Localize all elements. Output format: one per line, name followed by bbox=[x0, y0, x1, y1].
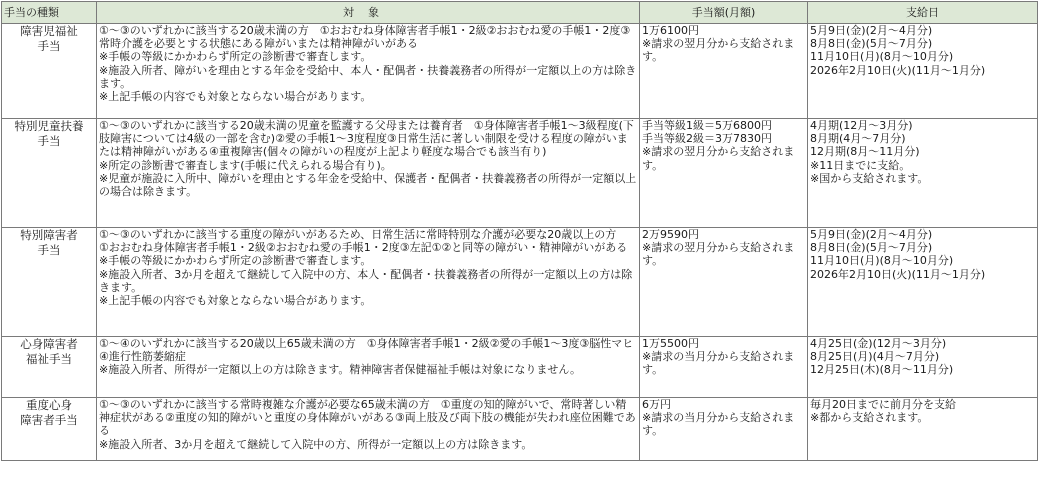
allowance-type-cell bbox=[2, 119, 97, 228]
allowance-table bbox=[1, 1, 1038, 461]
target-text: ①～③のいずれかに該当する20歳未満の方 ①おおむね身体障害者手帳1・2級②おおむね愛の手帳1・2度③常時介護を必要とする状態にある障がいまたは精神障がいがある ※手帳の等級にかかわらず所定の診断書で審査します。 ※施設入所者、障がいを理由とする年金を受給中、本人・配偶者・扶養義務者の所得が一定額以上の方は除きます。 ※上記手帳の内容でも対象とならない場合があります。 bbox=[97, 24, 640, 119]
amount-text: 1万6100円 ※請求の翌月分から支給されます。 bbox=[640, 24, 808, 119]
target-text: ①～③のいずれかに該当する常時複雑な介護が必要な65歳未満の方 ①重度の知的障がいで、常時著しい精神症状がある②重度の知的障がいと重度の身体障がいがある③両上肢及び両下肢の機能が失われ座位困難である ※施設入所者、3か月を超えて継続して入院中の方、所得が一定額以上の方は除きます。 bbox=[97, 398, 640, 461]
header-pay-day: 支給日 bbox=[808, 2, 1038, 24]
table-row bbox=[2, 337, 1038, 398]
target-text: ①～④のいずれかに該当する20歳以上65歳未満の方 ①身体障害者手帳1・2級②愛の手帳1～3度③脳性マヒ④進行性筋萎縮症 ※施設入所者、所得が一定額以上の方は除きます。精神障害者保健福祉手帳は対象になりません。 bbox=[97, 337, 640, 398]
amount-text: 手当等級1級＝5万6800円 手当等級2級＝3万7830円 ※請求の翌月分から支給されます。 bbox=[640, 119, 808, 228]
allowance-type-line: 障害児福祉 bbox=[20, 24, 78, 38]
allowance-type-line: 特別児童扶養 bbox=[14, 119, 84, 133]
table-row bbox=[2, 24, 1038, 119]
allowance-type-cell bbox=[2, 24, 97, 119]
target-text: ①～③のいずれかに該当する重度の障がいがあるため、日常生活に常時特別な介護が必要な20歳以上の方 ①おおむね身体障害者手帳1・2級②おおむね愛の手帳1・2度③左記①②と同等の障がい・精神障がいがある ※手帳の等級にかかわらず所定の診断書で審査します。 ※施設入所者、3か月を超えて継続して入院中の方、本人・配偶者・扶養義務者の所得が一定額以上の方は除きます。 ※上記手帳の内容でも対象とならない場合があります。 bbox=[97, 228, 640, 337]
header-row bbox=[2, 2, 1038, 24]
pay-day-text: 毎月20日までに前月分を支給 ※都から支給されます。 bbox=[808, 398, 1038, 461]
table-row bbox=[2, 398, 1038, 461]
allowance-type-line: 障害者手当 bbox=[20, 413, 78, 427]
allowance-type-cell bbox=[2, 337, 97, 398]
allowance-type-line: 手当 bbox=[37, 243, 61, 257]
allowance-type-cell bbox=[2, 398, 97, 461]
allowance-type-line: 重度心身 bbox=[26, 398, 72, 412]
allowance-type-line: 福祉手当 bbox=[26, 352, 72, 366]
pay-day-text: 5月9日(金)(2月～4月分) 8月8日(金)(5月～7月分) 11月10日(月)(8月～10月分) 2026年2月10日(火)(11月～1月分) bbox=[808, 228, 1038, 337]
allowance-type-line: 手当 bbox=[37, 39, 61, 53]
allowance-type-line: 手当 bbox=[37, 134, 61, 148]
header-target: 対象 bbox=[97, 2, 640, 24]
pay-day-text: 5月9日(金)(2月～4月分) 8月8日(金)(5月～7月分) 11月10日(月)(8月～10月分) 2026年2月10日(火)(11月～1月分) bbox=[808, 24, 1038, 119]
table-row bbox=[2, 228, 1038, 337]
pay-day-text: 4月期(12月～3月分) 8月期(4月～7月分) 12月期(8月～11月分) ※11日までに支給。 ※国から支給されます。 bbox=[808, 119, 1038, 228]
header-amount: 手当額(月額) bbox=[640, 2, 808, 24]
amount-text: 1万5500円 ※請求の当月分から支給されます。 bbox=[640, 337, 808, 398]
target-text: ①～③のいずれかに該当する20歳未満の児童を監護する父母または養育者 ①身体障害者手帳1～3級程度(下肢障害については4級の一部を含む)②愛の手帳1～3度程度③日常生活に著しい制限を受ける程度の障がいまたは精神障がいがある④重複障害(個々の障がいの程度が上記より軽度な場合でも該当有り) ※所定の診断書で審査します(手帳に代えられる場合有り)。 ※児童が施設に入所中、障がいを理由とする年金を受給中、保護者・配偶者・扶養義務者の所得が一定額以上の場合は除きます。 bbox=[97, 119, 640, 228]
amount-text: 2万9590円 ※請求の翌月分から支給されます。 bbox=[640, 228, 808, 337]
allowance-type-line: 特別障害者 bbox=[20, 228, 78, 242]
allowance-type-cell bbox=[2, 228, 97, 337]
header-type: 手当の種類 bbox=[2, 2, 97, 24]
table-row bbox=[2, 119, 1038, 228]
allowance-type-line: 心身障害者 bbox=[20, 337, 78, 351]
amount-text: 6万円 ※請求の当月分から支給されます。 bbox=[640, 398, 808, 461]
pay-day-text: 4月25日(金)(12月～3月分) 8月25日(月)(4月～7月分) 12月25日(木)(8月～11月分) bbox=[808, 337, 1038, 398]
